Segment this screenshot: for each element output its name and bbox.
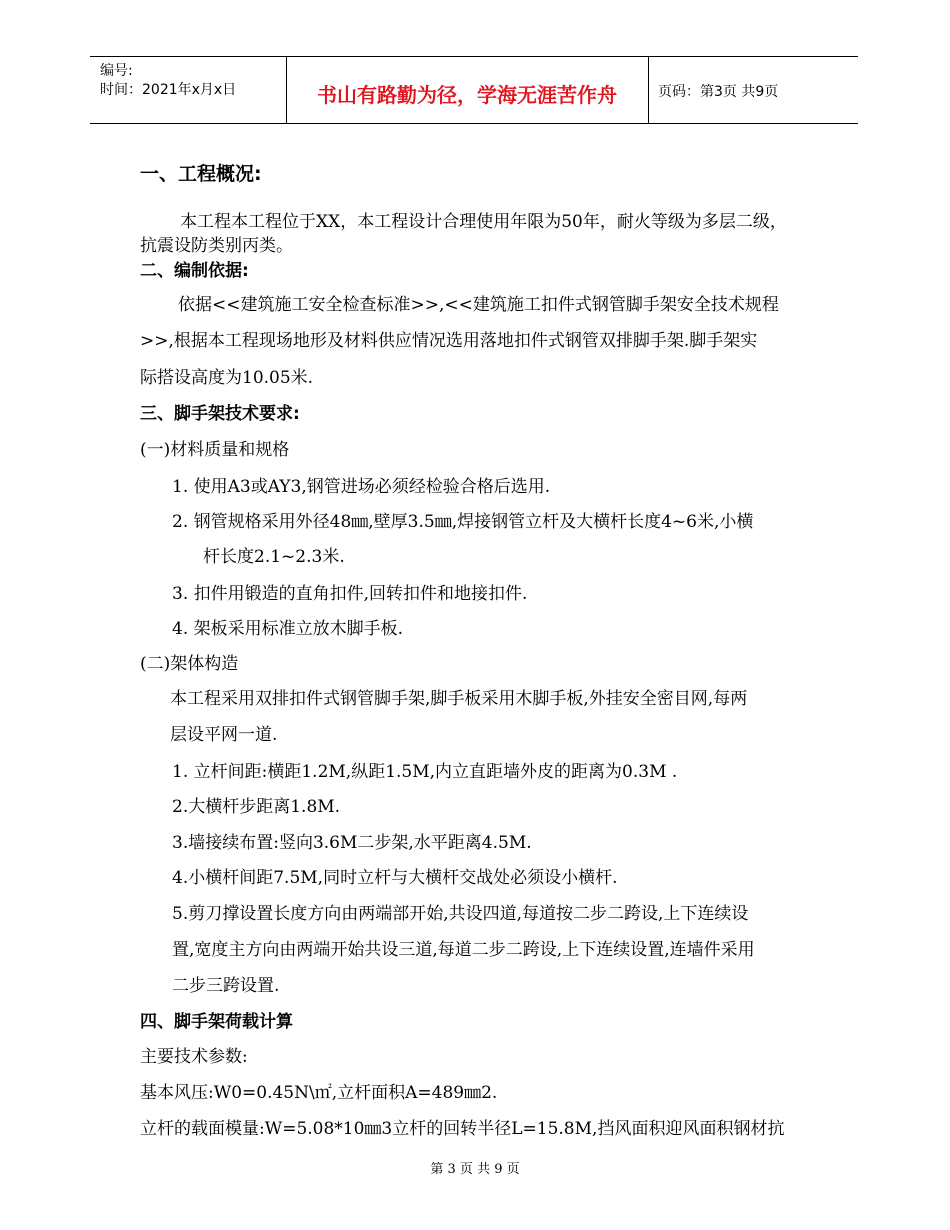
paragraph-line: 际搭设高度为10.05米. <box>140 368 314 388</box>
list-item: 3.墙接续布置:竖向3.6M二步架,水平距离4.5M. <box>172 833 532 853</box>
list-item: 置,宽度主方向由两端开始共设三道,每道二步二跨设,上下连续设置,连墙件采用 <box>172 940 755 960</box>
paragraph-line: 依据<<建筑施工安全检查标准>>,<<建筑施工扣件式钢管脚手架安全技术规程 <box>178 295 779 315</box>
paragraph-line: >>,根据本工程现场地形及材料供应情况选用落地扣件式钢管双排脚手架.脚手架实 <box>140 331 758 351</box>
paragraph-line: 基本风压:W0=0.45N\㎡,立杆面积A=489㎜2. <box>140 1083 498 1103</box>
paragraph-line: 本工程本工程位于XX，本工程设计合理使用年限为50年，耐火等级为多层二级， <box>180 212 787 232</box>
subsection-heading: (一)材料质量和规格 <box>140 440 290 460</box>
document-time-label: 时间：2021年x月x日 <box>100 82 237 98</box>
list-item: 2.大横杆步距离1.8M. <box>172 797 341 817</box>
section-heading: 二、编制依据: <box>140 261 249 281</box>
section-heading: 一、工程概况: <box>140 163 262 185</box>
page-footer: 第 3 页 共 9 页 <box>430 1162 520 1177</box>
list-item: 1. 使用A3或AY3,钢管进场必须经检验合格后选用. <box>172 477 551 497</box>
list-item: 1. 立杆间距:横距1.2M,纵距1.5M,内立直距墙外皮的距离为0.3M . <box>172 762 678 782</box>
list-item: 4.小横杆间距7.5M,同时立杆与大横杆交战处必须设小横杆. <box>172 868 618 888</box>
list-item: 杆长度2.1~2.3米. <box>203 547 345 567</box>
subsection-heading: (二)架体构造 <box>140 654 239 674</box>
page-header <box>90 56 858 124</box>
list-item: 二步三跨设置. <box>172 976 280 996</box>
document-number-label: 编号: <box>100 63 133 79</box>
header-divider <box>648 57 649 123</box>
section-heading: 三、脚手架技术要求: <box>140 404 300 424</box>
list-item: 4. 架板采用标准立放木脚手板. <box>172 619 404 639</box>
paragraph-line: 本工程采用双排扣件式钢管脚手架,脚手板采用木脚手板,外挂安全密目网,每两 <box>170 689 748 709</box>
section-heading: 四、脚手架荷载计算 <box>140 1012 293 1032</box>
paragraph-line: 立杆的载面模量:W=5.08*10㎜3立杆的回转半径L=15.8M,挡风面积迎风面积钢材抗 <box>140 1119 785 1139</box>
header-page-info: 页码：第3页 共9页 <box>658 84 779 100</box>
list-item: 5.剪刀撑设置长度方向由两端部开始,共设四道,每道按二步二跨设,上下连续设 <box>172 904 749 924</box>
header-motto: 书山有路勤为径，学海无涯苦作舟 <box>317 83 617 107</box>
list-item: 3. 扣件用锻造的直角扣件,回转扣件和地接扣件. <box>172 584 528 604</box>
paragraph-line: 抗震设防类别丙类。 <box>140 236 293 256</box>
list-item: 2. 钢管规格采用外径48㎜,壁厚3.5㎜,焊接钢管立杆及大横杆长度4~6米,小横 <box>172 512 754 532</box>
paragraph-line: 主要技术参数: <box>140 1047 248 1067</box>
paragraph-line: 层设平网一道. <box>170 725 278 745</box>
